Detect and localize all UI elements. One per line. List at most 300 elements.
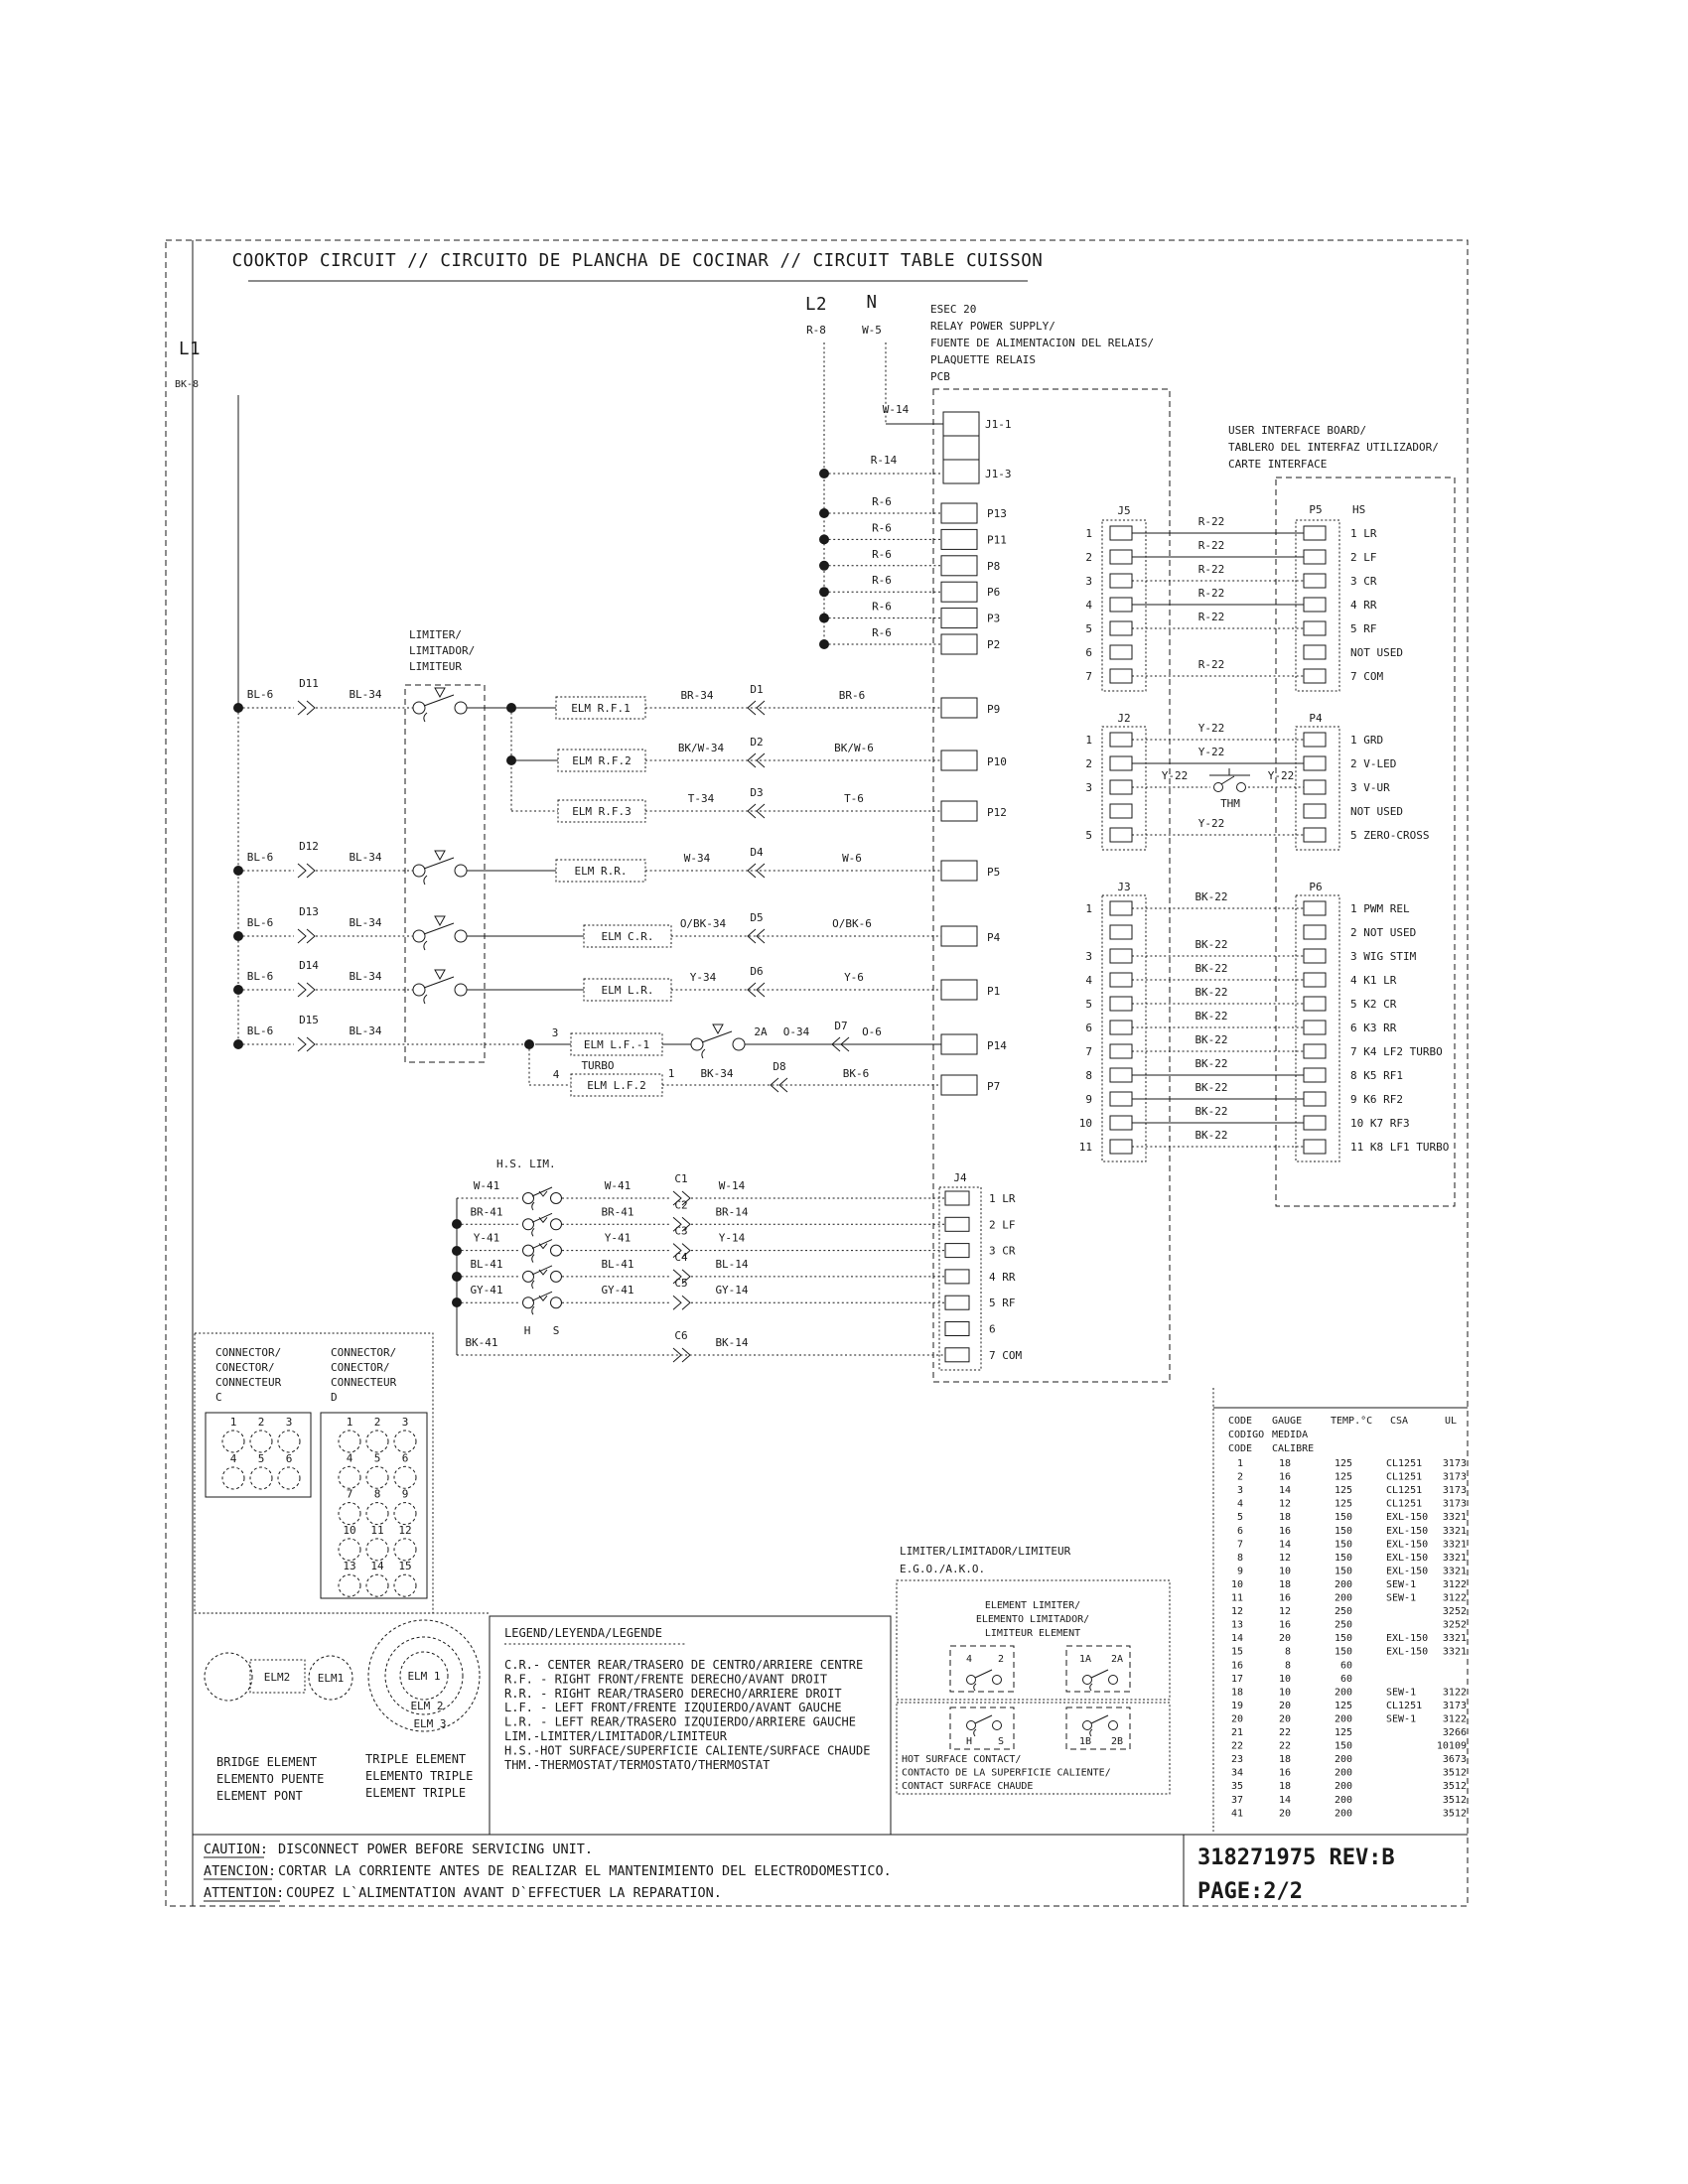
svg-text:7: 7 <box>1236 1539 1243 1551</box>
svg-text:22: 22 <box>1230 1740 1243 1752</box>
connector-pin-row <box>1085 1033 1442 1058</box>
svg-text:CONECTOR/: CONECTOR/ <box>331 1361 390 1374</box>
table-row <box>1231 1593 1467 1604</box>
svg-text:R-6: R-6 <box>872 574 892 588</box>
s-label: S <box>552 1324 560 1337</box>
svg-text:THM.-THERMOSTAT/TERMOSTATO/THE: THM.-THERMOSTAT/TERMOSTATO/THERMOSTAT <box>504 1757 771 1772</box>
connector-section <box>195 1333 433 1613</box>
svg-text:200: 200 <box>1334 1794 1352 1806</box>
svg-text:W-34: W-34 <box>683 852 711 865</box>
svg-text:BK-6: BK-6 <box>842 1067 870 1080</box>
svg-text:3: 3 <box>1085 781 1092 794</box>
p5-label: P5 <box>1309 503 1323 516</box>
table-row <box>1231 1808 1467 1819</box>
svg-text:CL1251: CL1251 <box>1386 1458 1423 1469</box>
svg-text:D13: D13 <box>299 905 319 918</box>
turbo-switch-icon <box>691 1024 745 1058</box>
svg-text:12: 12 <box>1230 1606 1243 1618</box>
limiter-switch-icon <box>413 970 467 1004</box>
relay-feed-row <box>819 601 1000 628</box>
svg-text:GY-14: GY-14 <box>715 1284 749 1297</box>
j5-wires <box>1132 533 1304 676</box>
j4-pin-row <box>945 1270 1016 1284</box>
svg-text:19: 19 <box>1230 1700 1243 1711</box>
power-rails <box>175 293 886 1044</box>
svg-text:P4: P4 <box>987 931 1001 944</box>
atencion-label: ATENCION: <box>204 1863 277 1879</box>
ego-switch-icon <box>967 1670 1002 1691</box>
svg-text:P7: P7 <box>987 1080 1001 1093</box>
connector-pin-row <box>1085 817 1429 842</box>
chevron-left-icon <box>748 804 765 818</box>
svg-text:Y-41: Y-41 <box>473 1231 500 1245</box>
svg-text:60: 60 <box>1339 1673 1352 1685</box>
chevron-right-icon <box>298 929 315 943</box>
svg-text:3122: 3122 <box>1442 1713 1467 1725</box>
ui-board <box>1228 424 1455 1206</box>
ui-board-title <box>1228 424 1439 471</box>
svg-text:6: 6 <box>1236 1525 1243 1537</box>
svg-text:8 K5 RF1: 8 K5 RF1 <box>1350 1069 1403 1082</box>
svg-text:200: 200 <box>1334 1754 1352 1766</box>
svg-text:SEW-1: SEW-1 <box>1386 1687 1417 1699</box>
svg-text:200: 200 <box>1334 1781 1352 1793</box>
table-row <box>1231 1687 1467 1698</box>
limiter-label <box>409 628 475 673</box>
j1-1-label: J1-1 <box>985 418 1012 431</box>
hs-limiter-switch-icon <box>523 1187 562 1210</box>
table-row <box>1237 1458 1467 1469</box>
svg-text:125: 125 <box>1334 1700 1352 1711</box>
connector-pin-row <box>1085 563 1376 588</box>
svg-text:41: 41 <box>1230 1808 1243 1820</box>
svg-text:BK-22: BK-22 <box>1195 1057 1228 1070</box>
svg-text:Y-22: Y-22 <box>1197 746 1225 758</box>
svg-text:D15: D15 <box>299 1014 319 1026</box>
j3-p6-group <box>1079 881 1450 1161</box>
element-name: ELM L.F.2 <box>587 1079 646 1092</box>
svg-text:CL1251: CL1251 <box>1386 1700 1423 1711</box>
svg-text:1B: 1B <box>1078 1736 1092 1747</box>
svg-text:TRIPLE ELEMENT: TRIPLE ELEMENT <box>365 1752 467 1766</box>
svg-text:150: 150 <box>1334 1552 1352 1564</box>
element-name: ELM R.F.1 <box>571 702 631 715</box>
svg-text:BL-6: BL-6 <box>246 1024 274 1037</box>
svg-text:60: 60 <box>1339 1660 1352 1672</box>
svg-text:R-22: R-22 <box>1197 658 1225 671</box>
hot-surface-switch-icon <box>1083 1715 1118 1736</box>
table-row <box>1231 1781 1467 1792</box>
svg-text:3: 3 <box>1085 575 1092 588</box>
svg-text:BR-6: BR-6 <box>838 689 866 702</box>
svg-text:6: 6 <box>1085 1022 1092 1034</box>
svg-text:R-22: R-22 <box>1197 587 1225 600</box>
svg-text:C2: C2 <box>674 1198 688 1212</box>
table-row <box>1231 1579 1467 1590</box>
svg-text:P2: P2 <box>987 638 1001 651</box>
svg-text:15: 15 <box>1230 1646 1243 1658</box>
svg-text:CODIGO: CODIGO <box>1228 1430 1265 1440</box>
svg-text:Y-22: Y-22 <box>1267 769 1295 782</box>
svg-text:12: 12 <box>1278 1606 1291 1618</box>
svg-text:15: 15 <box>398 1560 412 1573</box>
svg-text:18: 18 <box>1278 1754 1291 1766</box>
svg-text:CONNECTEUR: CONNECTEUR <box>215 1376 282 1389</box>
ego-header-1: LIMITER/LIMITADOR/LIMITEUR <box>900 1545 1071 1558</box>
svg-text:6: 6 <box>401 1451 409 1465</box>
svg-text:CSA: CSA <box>1390 1416 1409 1427</box>
svg-text:150: 150 <box>1334 1646 1352 1658</box>
hot-surface-switch-icon <box>967 1715 1002 1736</box>
svg-text:W-14: W-14 <box>718 1179 746 1192</box>
svg-text:10109: 10109 <box>1436 1740 1467 1752</box>
table-row <box>1231 1713 1467 1724</box>
svg-text:3321: 3321 <box>1442 1566 1467 1577</box>
svg-text:CODE: CODE <box>1228 1416 1253 1427</box>
svg-text:14: 14 <box>1230 1633 1243 1645</box>
svg-text:EXL-150: EXL-150 <box>1386 1566 1429 1577</box>
element-row-lf2 <box>529 1044 1000 1096</box>
svg-text:200: 200 <box>1334 1687 1352 1699</box>
svg-text:H.S.-HOT SURFACE/SUPERFICIE CA: H.S.-HOT SURFACE/SUPERFICIE CALIENTE/SURFACE CHAUDE <box>504 1743 871 1758</box>
svg-text:EXL-150: EXL-150 <box>1386 1539 1429 1551</box>
table-row <box>1231 1633 1467 1644</box>
svg-text:C3: C3 <box>674 1224 688 1238</box>
svg-text:5 ZERO-CROSS: 5 ZERO-CROSS <box>1350 829 1430 842</box>
svg-text:BK/W-6: BK/W-6 <box>834 742 874 754</box>
svg-text:5: 5 <box>257 1452 265 1465</box>
page-frame <box>166 240 1468 1906</box>
svg-text:3512: 3512 <box>1442 1808 1467 1820</box>
svg-text:4: 4 <box>1085 599 1092 612</box>
attention-text: COUPEZ L`ALIMENTATION AVANT D`EFFECTUER LA REPARATION. <box>286 1885 722 1901</box>
svg-text:R-6: R-6 <box>872 626 892 639</box>
element-name: ELM L.F.-1 <box>583 1038 650 1051</box>
svg-text:16: 16 <box>1278 1471 1291 1483</box>
svg-text:3673: 3673 <box>1442 1754 1467 1766</box>
svg-text:3 V-UR: 3 V-UR <box>1350 781 1390 794</box>
connector-pin-row <box>1085 1057 1403 1082</box>
hs-lim-section <box>452 1158 1022 1370</box>
svg-text:6: 6 <box>989 1322 996 1336</box>
svg-text:14: 14 <box>1278 1485 1291 1497</box>
hs-limiter-switch-icon <box>523 1240 562 1263</box>
hot-surface-label <box>902 1754 1111 1792</box>
table-row <box>1237 1566 1467 1576</box>
svg-text:BK-22: BK-22 <box>1195 1129 1228 1142</box>
svg-text:PLAQUETTE RELAIS: PLAQUETTE RELAIS <box>930 353 1036 366</box>
svg-text:3321: 3321 <box>1442 1633 1467 1645</box>
svg-text:O-34: O-34 <box>782 1025 810 1038</box>
triple-element-symbol <box>368 1620 480 1731</box>
svg-text:125: 125 <box>1334 1471 1352 1483</box>
table-row <box>1237 1472 1467 1483</box>
svg-text:C: C <box>215 1391 222 1404</box>
svg-text:LIMITADOR/: LIMITADOR/ <box>409 644 476 657</box>
limiter-switch-icon <box>413 688 467 722</box>
svg-text:O/BK-34: O/BK-34 <box>679 917 727 930</box>
svg-text:200: 200 <box>1334 1713 1352 1725</box>
connector-pin-triplet <box>339 1560 416 1596</box>
svg-text:4 K1 LR: 4 K1 LR <box>1350 974 1397 987</box>
svg-text:8: 8 <box>1236 1552 1243 1564</box>
j2-p4-group <box>1085 712 1429 850</box>
relay-feed-rows <box>819 495 1007 654</box>
svg-text:4: 4 <box>1085 974 1092 987</box>
hs-lim-row <box>457 1277 945 1314</box>
svg-text:3: 3 <box>401 1416 409 1429</box>
svg-text:18: 18 <box>1278 1458 1291 1469</box>
svg-text:5: 5 <box>1085 622 1092 635</box>
hs-limiter-switch-icon <box>523 1292 562 1314</box>
svg-text:10: 10 <box>343 1523 356 1537</box>
svg-text:4: 4 <box>346 1451 353 1465</box>
svg-text:P6: P6 <box>987 586 1001 600</box>
svg-text:8: 8 <box>373 1487 381 1501</box>
svg-text:D1: D1 <box>750 683 764 696</box>
table-row <box>1231 1606 1467 1617</box>
svg-text:BL-41: BL-41 <box>470 1257 503 1271</box>
connector-pin-triplet <box>339 1451 416 1488</box>
svg-text:BL-41: BL-41 <box>601 1257 634 1271</box>
svg-text:1A: 1A <box>1078 1654 1092 1665</box>
svg-text:BK-34: BK-34 <box>700 1067 734 1080</box>
svg-text:BK-22: BK-22 <box>1195 938 1228 951</box>
connector-pin-row <box>1085 722 1383 747</box>
svg-text:21: 21 <box>1230 1727 1243 1738</box>
svg-text:3122: 3122 <box>1442 1592 1467 1604</box>
svg-text:R.F. - RIGHT FRONT/FRENTE DERE: R.F. - RIGHT FRONT/FRENTE DERECHO/AVANT DROIT <box>504 1672 828 1687</box>
svg-text:2 LF: 2 LF <box>1350 551 1377 564</box>
svg-text:2: 2 <box>997 1654 1005 1665</box>
svg-text:18: 18 <box>1278 1578 1291 1590</box>
element-row-cr <box>233 905 1001 950</box>
svg-text:5: 5 <box>1085 998 1092 1011</box>
svg-text:2: 2 <box>257 1416 265 1429</box>
l1-wire-label: BK-8 <box>175 379 200 390</box>
svg-text:6: 6 <box>1085 646 1092 659</box>
element-name: ELM C.R. <box>601 930 654 943</box>
connector-pin-row <box>1079 1129 1450 1154</box>
svg-text:TEMP.°C: TEMP.°C <box>1331 1416 1373 1427</box>
svg-text:R-6: R-6 <box>872 600 892 614</box>
table-row <box>1231 1768 1467 1779</box>
ego-switch-icon <box>1083 1670 1118 1691</box>
svg-text:20: 20 <box>1278 1808 1291 1820</box>
svg-text:2: 2 <box>1085 757 1092 770</box>
svg-text:7: 7 <box>1085 1045 1092 1058</box>
relay-board-title <box>930 303 1154 383</box>
chevron-right-icon <box>298 701 315 715</box>
svg-text:UL: UL <box>1445 1416 1458 1427</box>
svg-text:8: 8 <box>1284 1660 1291 1672</box>
svg-text:LIMITEUR: LIMITEUR <box>409 660 462 673</box>
table-row <box>1231 1741 1467 1752</box>
svg-text:3173: 3173 <box>1442 1498 1467 1510</box>
part-number: 318271975 REV:B <box>1197 1845 1395 1870</box>
svg-text:23: 23 <box>1230 1754 1243 1766</box>
svg-text:200: 200 <box>1334 1808 1352 1820</box>
limiter-switch-icon <box>413 851 467 885</box>
j4-pin-row <box>945 1296 1016 1309</box>
limiter-box <box>405 628 485 1062</box>
j4-connector <box>939 1171 1022 1370</box>
svg-text:4: 4 <box>965 1654 973 1665</box>
ego-element-limiter-label <box>976 1600 1089 1639</box>
table-row <box>1237 1539 1467 1550</box>
l1-label: L1 <box>179 340 202 359</box>
svg-text:R-22: R-22 <box>1197 563 1225 576</box>
svg-text:LIM.-LIMITER/LIMITADOR/LIMITEU: LIM.-LIMITER/LIMITADOR/LIMITEUR <box>504 1729 727 1743</box>
svg-text:D8: D8 <box>773 1060 786 1073</box>
chevron-left-icon <box>748 701 765 715</box>
connector-pin-row <box>1110 925 1416 939</box>
connector-pin-row <box>1085 962 1396 987</box>
svg-text:D11: D11 <box>299 677 319 690</box>
svg-text:GAUGE: GAUGE <box>1272 1416 1303 1427</box>
svg-text:1: 1 <box>667 1067 675 1080</box>
svg-text:10: 10 <box>1078 1117 1092 1130</box>
element-name: ELM L.R. <box>601 984 654 997</box>
bridge-element-symbol <box>205 1653 352 1701</box>
elm1-label: ELM1 <box>317 1672 345 1685</box>
svg-text:LIMITER/: LIMITER/ <box>409 628 462 641</box>
w14-label: W-14 <box>882 403 910 416</box>
connector-d-title <box>331 1346 397 1404</box>
j1-connector <box>819 403 1012 483</box>
svg-text:6: 6 <box>285 1452 293 1465</box>
svg-text:3252: 3252 <box>1442 1619 1467 1631</box>
connector-pin-row <box>1085 1081 1403 1106</box>
svg-text:BR-14: BR-14 <box>715 1205 749 1219</box>
table-row <box>1231 1660 1352 1671</box>
svg-text:22: 22 <box>1278 1727 1291 1738</box>
chevron-right-icon <box>673 1296 690 1309</box>
table-row <box>1231 1795 1467 1806</box>
svg-text:10: 10 <box>1230 1578 1243 1590</box>
connector-pin-row <box>1079 1105 1410 1130</box>
svg-text:4: 4 <box>229 1452 237 1465</box>
svg-text:2: 2 <box>1236 1471 1243 1483</box>
svg-text:BL-6: BL-6 <box>246 688 274 701</box>
svg-text:P8: P8 <box>987 559 1001 573</box>
element-row-rf3 <box>511 786 1007 822</box>
relay-feed-row <box>819 495 1007 523</box>
svg-text:1 PWM REL: 1 PWM REL <box>1350 902 1410 915</box>
chevron-right-icon <box>673 1348 690 1362</box>
p6-label: P6 <box>1309 881 1323 893</box>
n-label: N <box>866 293 878 313</box>
svg-text:3321: 3321 <box>1442 1525 1467 1537</box>
table-row <box>1237 1485 1467 1496</box>
svg-text:34: 34 <box>1230 1767 1243 1779</box>
svg-text:D3: D3 <box>750 786 764 799</box>
svg-text:250: 250 <box>1334 1606 1352 1618</box>
svg-text:BR-41: BR-41 <box>601 1205 634 1219</box>
svg-text:3321: 3321 <box>1442 1646 1467 1658</box>
hs-label: HS <box>1352 503 1366 516</box>
svg-text:20: 20 <box>1230 1713 1243 1725</box>
p4-label: P4 <box>1309 712 1323 725</box>
chevron-right-icon <box>298 983 315 997</box>
svg-text:EXL-150: EXL-150 <box>1386 1525 1429 1537</box>
svg-text:3122: 3122 <box>1442 1578 1467 1590</box>
svg-text:22: 22 <box>1278 1740 1291 1752</box>
svg-text:PCB: PCB <box>930 370 950 383</box>
svg-text:D7: D7 <box>834 1020 848 1032</box>
svg-text:4: 4 <box>1236 1498 1243 1510</box>
svg-text:H: H <box>965 1736 973 1747</box>
hs-lim-title: H.S. LIM. <box>496 1158 556 1170</box>
svg-text:C.R.- CENTER REAR/TRASERO DE C: C.R.- CENTER REAR/TRASERO DE CENTRO/ARRIERE CENTRE <box>504 1658 864 1672</box>
svg-text:5 RF: 5 RF <box>989 1297 1016 1310</box>
svg-text:C1: C1 <box>674 1172 688 1185</box>
svg-text:Y-41: Y-41 <box>604 1231 632 1245</box>
svg-text:9 K6 RF2: 9 K6 RF2 <box>1350 1093 1403 1106</box>
element-symbols-section <box>195 1613 490 1803</box>
element-row-rr <box>233 840 1000 885</box>
svg-text:125: 125 <box>1334 1458 1352 1469</box>
table-row <box>1231 1727 1467 1738</box>
n-wire-label: W-5 <box>862 324 882 337</box>
svg-text:5: 5 <box>373 1451 381 1465</box>
l2-wire-label: R-8 <box>806 324 826 337</box>
page-title: COOKTOP CIRCUIT // CIRCUITO DE PLANCHA DE COCINAR // CIRCUIT TABLE CUISSON <box>231 251 1044 271</box>
svg-text:1 LR: 1 LR <box>989 1192 1016 1205</box>
svg-text:D12: D12 <box>299 840 319 853</box>
svg-text:C4: C4 <box>674 1250 688 1264</box>
svg-text:P14: P14 <box>987 1039 1007 1052</box>
svg-text:EXL-150: EXL-150 <box>1386 1646 1429 1658</box>
triple-elm2-label: ELM 2 <box>410 1700 444 1712</box>
svg-text:3173: 3173 <box>1442 1700 1467 1711</box>
svg-text:3: 3 <box>285 1416 293 1429</box>
svg-text:2 V-LED: 2 V-LED <box>1350 757 1397 770</box>
svg-text:8: 8 <box>1085 1069 1092 1082</box>
svg-text:14: 14 <box>1278 1539 1291 1551</box>
connector-pin-row <box>1085 515 1376 540</box>
svg-text:CL1251: CL1251 <box>1386 1471 1423 1483</box>
connector-pin-triplet <box>222 1452 300 1489</box>
hs-lim-row <box>457 1251 945 1289</box>
h-label: H <box>523 1324 531 1337</box>
connector-pin-triplet <box>222 1416 300 1452</box>
svg-text:D6: D6 <box>750 965 764 978</box>
svg-text:CONNECTOR/: CONNECTOR/ <box>331 1346 397 1359</box>
connector-pin-row <box>1085 658 1383 683</box>
svg-text:3321: 3321 <box>1442 1539 1467 1551</box>
svg-text:LIMITEUR ELEMENT: LIMITEUR ELEMENT <box>984 1628 1081 1639</box>
j4-pin-row <box>945 1348 1022 1362</box>
svg-text:18: 18 <box>1230 1687 1243 1699</box>
svg-text:37: 37 <box>1230 1794 1243 1806</box>
limiter-switch-icon <box>413 916 467 950</box>
svg-text:3173: 3173 <box>1442 1471 1467 1483</box>
svg-text:CARTE INTERFACE: CARTE INTERFACE <box>1228 458 1328 471</box>
thm-label: THM <box>1220 797 1240 810</box>
connector-pin-triplet <box>339 1416 416 1452</box>
chevron-left-icon <box>748 753 765 767</box>
svg-text:FUENTE DE ALIMENTACION DEL REL: FUENTE DE ALIMENTACION DEL RELAIS/ <box>930 337 1155 349</box>
svg-text:6 K3 RR: 6 K3 RR <box>1350 1022 1397 1034</box>
svg-text:R-22: R-22 <box>1197 539 1225 552</box>
svg-text:W-41: W-41 <box>604 1179 632 1192</box>
svg-text:BK-22: BK-22 <box>1195 1033 1228 1046</box>
table-row <box>1231 1674 1352 1685</box>
svg-text:7 COM: 7 COM <box>989 1348 1023 1362</box>
svg-text:ELEMENTO LIMITADOR/: ELEMENTO LIMITADOR/ <box>975 1614 1090 1625</box>
svg-text:CONTACT SURFACE CHAUDE: CONTACT SURFACE CHAUDE <box>902 1781 1034 1792</box>
